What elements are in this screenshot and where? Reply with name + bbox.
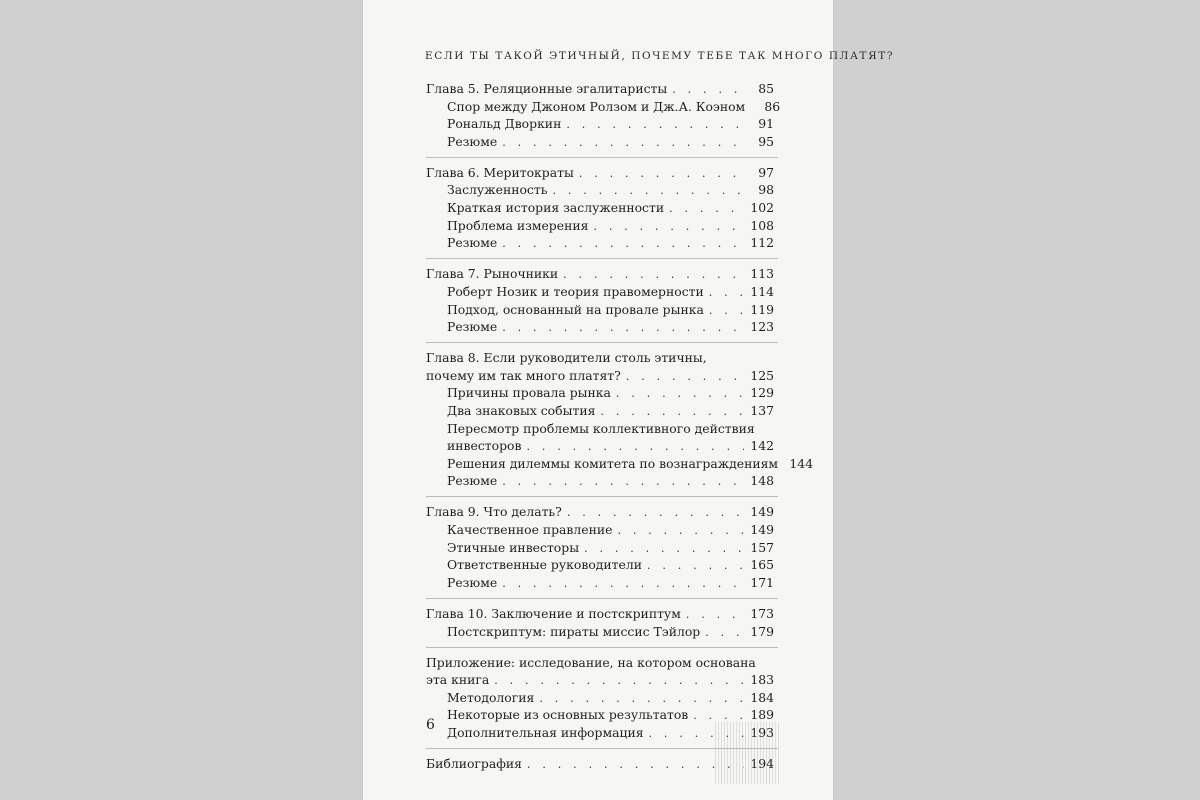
toc-section-title: Дополнительная информация [447,725,644,740]
toc-section-entry[interactable] [426,133,774,151]
toc-section-title: Резюме [447,574,498,590]
toc-section-entry[interactable] [426,384,774,402]
toc-page-number: 165 [750,557,774,573]
toc-chapter [426,164,774,252]
dot-leader [497,134,744,152]
toc-chapter-entry[interactable] [426,605,774,623]
toc-chapter-title-first-line: Приложение: исследование, на котором основана [426,654,756,670]
toc-page-number: 137 [750,403,774,418]
toc-chapter-title: Глава 9. Что делать? [426,504,562,520]
toc-chapter [426,80,781,150]
toc-page-number: 194 [750,756,774,772]
toc-section-entry[interactable] [426,574,774,592]
toc-page-number: 149 [750,504,774,520]
dot-leader [700,624,744,642]
section-divider [426,258,778,259]
toc-page-number: 112 [750,235,774,251]
toc-section-entry[interactable] [426,455,814,473]
toc-chapter [426,265,774,335]
toc-page-number: 119 [750,301,774,317]
toc-chapter-entry[interactable] [426,164,774,182]
dot-leader [579,540,744,558]
toc-page-number: 95 [758,133,774,149]
toc-section-title: Этичные инвесторы [447,539,580,555]
toc-page-number: 86 [764,98,781,114]
toc-page-number: 97 [758,164,774,180]
dot-leader [497,235,744,253]
toc-page-number: 91 [758,116,774,132]
toc-chapter-title: почему им так много платят? [426,367,621,383]
toc-page-number: 183 [750,672,774,688]
toc-section-entry[interactable] [426,199,774,217]
toc-section-entry[interactable] [426,556,774,574]
dot-leader [642,557,744,575]
toc-chapter-entry[interactable] [426,265,774,283]
toc-page-number: 142 [750,438,774,454]
toc-section-entry[interactable] [426,521,774,539]
toc-page-number: 179 [750,623,774,639]
toc-page-number: 144 [789,455,814,471]
toc-page-number: 171 [750,574,774,590]
dot-leader [611,385,744,403]
bleed-through-texture [715,722,781,784]
toc-page-number: 125 [750,367,774,383]
toc-page-number: 184 [750,689,774,705]
dot-leader [561,116,744,134]
toc-section-title: Постскриптум: пираты миссис Тэйлор [447,623,701,639]
toc-chapter-title: Библиография [426,756,522,772]
toc-chapter-title-line [426,654,774,672]
dot-leader [497,319,744,337]
toc-section-title: Методология [447,689,535,705]
toc-section-title-first-line: Пересмотр проблемы коллективного действия [447,420,755,436]
toc-page-number: 189 [750,707,774,723]
section-divider [426,647,778,648]
toc-section-entry[interactable] [426,115,774,133]
dot-leader [621,368,744,386]
toc-section-entry[interactable] [426,181,774,199]
toc-section-title: Некоторые из основных результатов [447,707,689,723]
toc-page-number: 114 [750,283,774,299]
toc-chapter-title: Глава 10. Заключение и постскриптум [426,605,681,621]
toc-section-title: инвесторов [447,438,522,454]
toc-page-number: 129 [750,385,774,401]
toc-section-entry[interactable] [426,402,774,420]
toc-section-title: Резюме [447,473,498,489]
toc-section-title-line [426,420,774,438]
toc-chapter-entry[interactable] [426,367,774,385]
dot-leader [667,81,744,99]
dot-leader [664,200,744,218]
toc-page-number: 193 [750,725,774,740]
toc-chapter-title: эта книга [426,672,490,688]
toc-section-entry[interactable] [426,283,774,301]
toc-section-title: Резюме [447,235,498,251]
toc-page-number: 149 [750,522,774,538]
toc-section-title: Решения дилеммы комитета по вознаграждениям [447,455,779,471]
toc-chapter-entry[interactable] [426,671,774,689]
dot-leader [522,756,744,774]
toc-chapter [426,349,814,490]
page-number: 6 [426,717,435,733]
running-head: ЕСЛИ ТЫ ТАКОЙ ЭТИЧНЫЙ, ПОЧЕМУ ТЕБЕ ТАК МНОГО ПЛАТЯТ? [425,50,895,62]
dot-leader [497,575,744,593]
toc-section-title: Роберт Нозик и теория правомерности [447,283,704,299]
dot-leader [547,182,744,200]
dot-leader [574,165,744,183]
toc-page-number: 108 [750,217,774,233]
table-of-contents [426,80,814,779]
dot-leader [489,672,744,690]
toc-section-title: Краткая история заслуженности [447,200,665,216]
toc-chapter-title: Глава 7. Рыночники [426,266,559,282]
toc-page-number: 173 [750,605,774,621]
toc-section-entry[interactable] [426,301,774,319]
dot-leader [588,218,744,236]
toc-chapter-title-line [426,349,774,367]
toc-chapter-title: Глава 6. Меритократы [426,164,574,180]
toc-section-title: Ответственные руководители [447,557,642,573]
toc-chapter-title: Глава 5. Реляционные эгалитаристы [426,81,668,96]
toc-section-entry[interactable] [426,318,774,336]
toc-section-title: Качественное правление [447,522,613,538]
toc-section-title: Подход, основанный на провале рынка [447,301,704,317]
dot-leader [562,504,744,522]
toc-section-title: Резюме [447,319,498,335]
toc-chapter-title-first-line: Глава 8. Если руководители столь этичны, [426,350,707,366]
toc-page-number: 113 [750,266,774,282]
toc-section-title: Причины провала рынка [447,385,611,401]
dot-leader [534,690,744,708]
toc-section-entry[interactable] [426,98,781,116]
toc-section-entry[interactable] [426,539,774,557]
toc-chapter [426,503,774,591]
toc-section-entry[interactable] [426,623,774,641]
section-divider [426,342,778,343]
toc-section-title: Спор между Джоном Ролзом и Дж.А. Коэном [447,98,746,114]
dot-leader [681,606,744,624]
dot-leader [558,266,744,284]
toc-chapter-entry[interactable] [426,80,774,98]
toc-section-entry[interactable] [426,689,774,707]
section-divider [426,598,778,599]
toc-chapter-entry[interactable] [426,503,774,521]
toc-page-number: 123 [750,319,774,335]
dot-leader [595,403,744,421]
book-page [363,0,895,800]
toc-section-title: Два знаковых события [447,403,596,418]
toc-section-title: Резюме [447,133,498,149]
dot-leader [704,284,744,302]
toc-section-entry[interactable] [426,234,774,252]
section-divider [426,157,778,158]
dot-leader [497,473,744,491]
section-divider [426,496,778,497]
toc-section-title: Проблема измерения [447,217,589,233]
toc-chapter [426,605,774,640]
dot-leader [704,302,744,320]
toc-section-title: Рональд Дворкин [447,116,562,132]
dot-leader [612,522,744,540]
toc-section-entry[interactable] [426,472,774,490]
dot-leader [521,438,744,456]
toc-page-number: 148 [750,473,774,489]
toc-page-number: 85 [758,81,774,96]
toc-page-number: 102 [750,200,774,216]
toc-section-entry[interactable] [426,217,774,235]
toc-page-number: 157 [750,539,774,555]
toc-page-number: 98 [758,182,774,198]
toc-section-title: Заслуженность [447,182,548,198]
toc-section-entry[interactable] [426,437,774,455]
